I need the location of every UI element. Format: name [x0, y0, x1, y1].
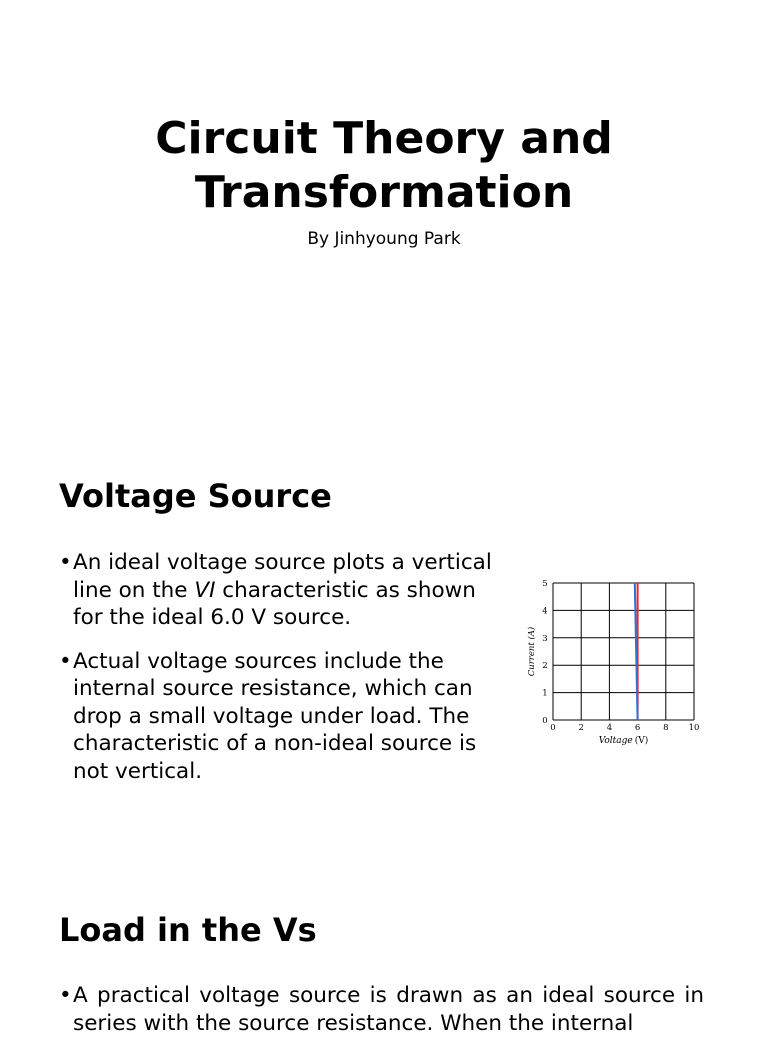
y-tick-label: 5 [542, 579, 548, 589]
chart-grid [553, 583, 694, 720]
x-tick-label: 10 [688, 723, 700, 733]
voltage-source-bullet-list [59, 549, 499, 785]
x-tick-label: 6 [634, 723, 641, 733]
y-axis-label: Current (A) [527, 626, 537, 677]
x-tick-label: 0 [550, 723, 556, 733]
vi-emphasis: VI [194, 577, 216, 603]
author-byline: By Jinhyoung Park [307, 229, 461, 249]
bullet-text-before: An ideal voltage source plots a vertical line on the [73, 550, 492, 603]
bullet-practical-source: • A practical voltage source is drawn as an ideal source in series with the source resistance. When the internal [59, 982, 704, 1037]
title-line-2: Transformation [194, 167, 574, 218]
load-heading: Load in the Vs [59, 911, 317, 949]
x-tick-label: 8 [663, 723, 669, 733]
x-tick-label: 4 [606, 723, 613, 733]
vi-characteristic-chart [524, 574, 704, 750]
load-bullet-list [59, 982, 704, 1037]
chart-series [635, 583, 638, 720]
y-tick-label: 4 [542, 606, 548, 617]
bullet-actual-source: • Actual voltage sources include the internal source resistance, which can drop a small voltage under load. The characteristic of a non-ideal source is not vertical. [59, 648, 499, 786]
x-tick-label: 2 [578, 723, 584, 733]
y-tick-label: 3 [542, 633, 548, 644]
voltage-source-heading: Voltage Source [59, 477, 332, 515]
x-axis-label: Voltage (V) [598, 736, 649, 746]
title-line-1: Circuit Theory and [155, 113, 613, 164]
y-tick-label: 1 [542, 688, 548, 699]
page-title [0, 112, 768, 220]
bullet-ideal-source [59, 549, 499, 632]
y-tick-label: 2 [542, 661, 548, 672]
y-tick-label: 0 [542, 716, 548, 726]
chart-tick-labels [542, 579, 699, 733]
bullet-text-after: characteristic as shown for the ideal 6.0 V source. [73, 577, 476, 630]
